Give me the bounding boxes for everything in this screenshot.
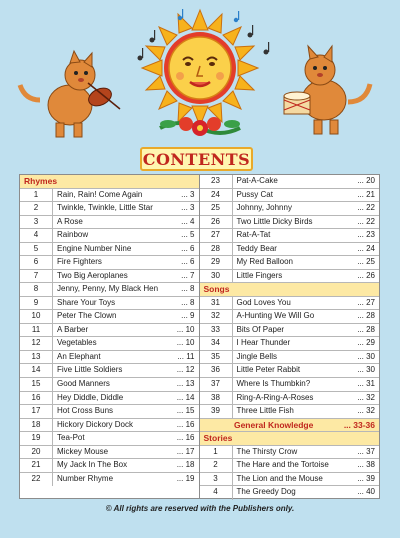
entry-title: Rat-A-Tat (236, 230, 271, 240)
toc-row (20, 256, 199, 270)
entry-title: Hey Diddle, Diddle (57, 392, 124, 402)
toc-row (200, 364, 380, 378)
entry-number: 12 (20, 337, 53, 350)
entry-page: ... 27 (357, 297, 375, 307)
entry-page: ... 16 (176, 433, 195, 443)
entry-title: Rainbow (57, 230, 89, 240)
entry-number: 24 (200, 189, 233, 202)
toc-row (200, 486, 380, 500)
toc-row (200, 378, 380, 392)
entry-page: ... 30 (357, 365, 375, 375)
entry-title: Three Little Fish (236, 406, 294, 416)
entry-number: 14 (20, 364, 53, 377)
entry-title: Pat-A-Cake (236, 176, 278, 185)
toc-row (200, 310, 380, 324)
entry-title: Little Fingers (236, 270, 283, 280)
entry-title: Mickey Mouse (57, 446, 109, 456)
entry-page: ... 6 (181, 257, 195, 267)
entry-page: ... 28 (357, 311, 375, 321)
entry-title: Bits Of Paper (236, 324, 285, 334)
toc-row (200, 405, 380, 419)
toc-row (200, 459, 380, 473)
entry-title: A-Hunting We Will Go (236, 311, 315, 321)
cat-drum-icon (284, 46, 370, 134)
entry-number: 6 (20, 256, 53, 269)
entry-number: 20 (20, 446, 53, 459)
entry-title: Peter The Clown (57, 311, 117, 321)
entry-page: ... 25 (357, 257, 375, 267)
toc-row (200, 324, 380, 338)
entry-title: Jingle Bells (236, 351, 277, 361)
entry-page: ... 3 (181, 203, 195, 213)
entry-number: 4 (20, 229, 53, 242)
entry-page: ... 26 (357, 270, 375, 280)
entry-title: Engine Number Nine (57, 243, 132, 253)
entry-page: ... 32 (357, 392, 375, 402)
entry-number: 35 (200, 351, 233, 364)
entry-number: 9 (20, 297, 53, 310)
toc-row (20, 473, 199, 487)
toc-row (200, 351, 380, 365)
entry-page: ... 7 (181, 270, 195, 280)
entry-page: ... 11 (177, 351, 195, 361)
entry-title: Hot Cross Buns (57, 406, 114, 416)
entry-title: Tea-Pot (57, 433, 85, 443)
entry-title: Two Little Dicky Birds (236, 216, 313, 226)
entry-number: 18 (20, 419, 53, 432)
copyright-notice: © All rights are reserved with the Publishers only. (105, 504, 295, 513)
entry-page: ... 6 (181, 243, 195, 253)
toc-row (20, 202, 199, 216)
entry-page: ... 32 (357, 406, 375, 416)
toc-row (20, 459, 199, 473)
entry-number: 22 (20, 473, 53, 487)
entry-number: 1 (20, 189, 53, 202)
toc-row (200, 473, 380, 487)
entry-title: The Lion and the Mouse (236, 473, 323, 483)
entry-title: Two Big Aeroplanes (57, 270, 128, 280)
section-heading (20, 175, 199, 189)
toc-row (20, 378, 199, 392)
entry-title: Five Little Soldiers (57, 365, 123, 375)
toc-row (20, 446, 199, 460)
toc-row (200, 337, 380, 351)
entry-title: God Loves You (236, 297, 291, 307)
toc-row (20, 270, 199, 284)
section-heading (200, 419, 380, 433)
entry-number: 25 (200, 202, 233, 215)
entry-number: 4 (200, 486, 233, 500)
toc-row (200, 216, 380, 230)
toc-row (200, 189, 380, 203)
entry-number: 37 (200, 378, 233, 391)
header-illustration (0, 0, 400, 150)
toc-row (20, 364, 199, 378)
entry-page: ... 18 (176, 460, 195, 470)
entry-title: Jenny, Penny, My Black Hen (57, 284, 159, 294)
toc-row (200, 202, 380, 216)
entry-page: ... 39 (357, 473, 375, 483)
entry-title: Good Manners (57, 378, 110, 388)
entry-number: 23 (200, 175, 233, 188)
entry-title: The Hare and the Tortoise (236, 460, 329, 470)
entry-title: I Hear Thunder (236, 338, 291, 348)
entry-number: 11 (20, 324, 53, 337)
entry-number: 31 (200, 297, 233, 310)
entry-page: ... 17 (176, 446, 195, 456)
entry-number: 16 (20, 392, 53, 405)
entry-page: ... 14 (176, 392, 195, 402)
entry-page: ... 4 (181, 216, 195, 226)
entry-number: 5 (20, 243, 53, 256)
toc-row (200, 243, 380, 257)
toc-row (20, 229, 199, 243)
toc-row (20, 310, 199, 324)
entry-number: 19 (20, 432, 53, 445)
toc-row (20, 419, 199, 433)
entry-number: 28 (200, 243, 233, 256)
toc-row (200, 229, 380, 243)
entry-page: ... 23 (357, 230, 375, 240)
entry-title: Johnny, Johnny (236, 203, 292, 213)
toc-row (20, 283, 199, 297)
entry-number: 17 (20, 405, 53, 418)
contents-heading (140, 147, 253, 171)
entry-page: ... 21 (357, 189, 375, 199)
toc-row (200, 256, 380, 270)
entry-page: ... 8 (181, 284, 195, 294)
entry-page: ... 30 (357, 351, 375, 361)
entry-title: Little Peter Rabbit (236, 365, 301, 375)
cat-violin-icon (20, 51, 120, 137)
entry-title: The Greedy Dog (236, 487, 296, 497)
section-heading-label: Rhymes (24, 176, 58, 186)
section-heading-label: General Knowledge (233, 419, 314, 430)
table-of-contents (19, 174, 380, 499)
entry-page: ... 24 (357, 243, 375, 253)
entry-title: Pussy Cat (236, 189, 273, 199)
entry-page: ... 22 (357, 216, 375, 226)
section-heading-label: Stories (203, 433, 233, 444)
entry-title: My Red Balloon (236, 257, 293, 267)
contents-title: CONTENTS (142, 149, 251, 169)
entry-page: ... 20 (357, 176, 375, 185)
entry-title: Hickory Dickory Dock (57, 419, 134, 429)
toc-row (20, 351, 199, 365)
entry-number: 38 (200, 392, 233, 405)
toc-row (200, 446, 380, 460)
toc-row (20, 392, 199, 406)
entry-title: A Rose (57, 216, 83, 226)
entry-page: ... 3 (181, 189, 195, 199)
entry-title: Teddy Bear (236, 243, 277, 253)
entry-title: Number Rhyme (57, 473, 114, 483)
toc-row (20, 216, 199, 230)
entry-number: 8 (20, 283, 53, 296)
toc-row (20, 189, 199, 203)
entry-page: ... 13 (176, 378, 195, 388)
entry-number: 3 (200, 473, 233, 486)
toc-row (20, 243, 199, 257)
entry-number: 2 (200, 459, 233, 472)
entry-number: 1 (200, 446, 233, 459)
toc-row (20, 337, 199, 351)
section-heading-label: Songs (203, 284, 230, 295)
entry-number: 29 (200, 256, 233, 269)
entry-number: 2 (20, 202, 53, 215)
entry-title: An Elephant (57, 351, 101, 361)
entry-number: 27 (200, 229, 233, 242)
entry-number: 33 (200, 324, 233, 337)
entry-number: 32 (200, 310, 233, 323)
toc-row (20, 405, 199, 419)
entry-page: ... 10 (176, 338, 195, 348)
section-heading-page: ... 33-36 (343, 419, 375, 430)
entry-page: ... 37 (357, 446, 375, 456)
entry-number: 10 (20, 310, 53, 323)
entry-title: Ring-A-Ring-A-Roses (236, 392, 314, 402)
toc-row (200, 392, 380, 406)
entry-title: Rain, Rain! Come Again (57, 189, 143, 199)
toc-row (200, 270, 380, 284)
toc-row (200, 297, 380, 311)
toc-right-column (200, 175, 380, 498)
entry-page: ... 29 (357, 338, 375, 348)
entry-number: 7 (20, 270, 53, 283)
entry-number: 26 (200, 216, 233, 229)
entry-page: ... 5 (181, 230, 195, 240)
section-heading (200, 432, 380, 446)
entry-page: ... 38 (357, 460, 375, 470)
entry-title: The Thirsty Crow (236, 446, 298, 456)
toc-row (20, 324, 199, 338)
entry-number: 39 (200, 405, 233, 418)
entry-page: ... 28 (357, 324, 375, 334)
entry-number: 21 (20, 459, 53, 472)
sun-icon (142, 10, 258, 126)
entry-page: ... 19 (176, 473, 195, 483)
entry-page: ... 31 (357, 378, 375, 388)
entry-number: 36 (200, 364, 233, 377)
entry-title: A Barber (57, 324, 89, 334)
entry-number: 34 (200, 337, 233, 350)
entry-number: 3 (20, 216, 53, 229)
entry-page: ... 9 (181, 311, 195, 321)
entry-page: ... 8 (181, 297, 195, 307)
toc-row (20, 297, 199, 311)
entry-page: ... 15 (176, 406, 195, 416)
entry-page: ... 40 (357, 487, 375, 497)
entry-page: ... 10 (176, 324, 195, 334)
entry-number: 30 (200, 270, 233, 283)
toc-left-column (20, 175, 200, 498)
entry-title: Share Your Toys (57, 297, 116, 307)
entry-title: Vegetables (57, 338, 97, 348)
toc-row (200, 175, 380, 189)
section-heading (200, 283, 380, 297)
entry-title: Fire Fighters (57, 257, 102, 267)
entry-number: 13 (20, 351, 53, 364)
entry-title: My Jack In The Box (57, 460, 128, 470)
entry-title: Where Is Thumbkin? (236, 378, 311, 388)
toc-row (20, 432, 199, 446)
entry-page: ... 12 (176, 365, 195, 375)
entry-page: ... 16 (176, 419, 195, 429)
entry-title: Twinkle, Twinkle, Little Star (57, 203, 153, 213)
entry-number: 15 (20, 378, 53, 391)
entry-page: ... 22 (357, 203, 375, 213)
